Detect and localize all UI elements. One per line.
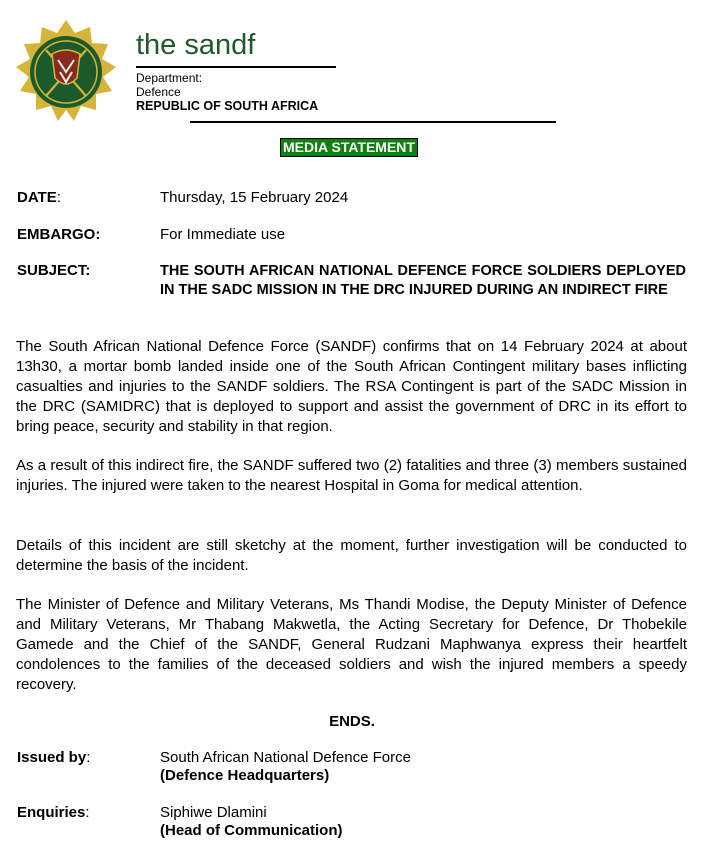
header-divider — [190, 121, 556, 123]
body-paragraph-3: Details of this incident are still sketchy at the moment, further investigation will be conducted to determine the basis of the incident. — [16, 537, 687, 574]
brand-underline — [136, 66, 336, 68]
department-label: Department: — [136, 71, 203, 85]
embargo-label: EMBARGO: — [17, 226, 101, 243]
brand-title: the sandf — [136, 29, 256, 61]
enquiries-contact-title: (Head of Communication) — [160, 822, 343, 839]
enquiries-contact-name: Siphiwe Dlamini — [160, 804, 267, 821]
issued-by-label: Issued by: — [17, 749, 91, 766]
media-statement-badge: MEDIA STATEMENT — [280, 138, 418, 157]
department-name: Defence — [136, 85, 181, 99]
issued-by-unit: (Defence Headquarters) — [160, 767, 330, 784]
country-name: REPUBLIC OF SOUTH AFRICA — [136, 99, 319, 113]
date-label: DATE: — [17, 189, 61, 206]
body-paragraph-1: The South African National Defence Force (SANDF) confirms that on 14 February 2024 at about 13h30, a mortar bomb landed inside one of the South African Contingent military bases inflicting casualties and injuries to the SANDF soldiers. The RSA Contingent is part of the SADC Mission in the DRC (SAMIDRC) that is deployed to support and assist the government of DRC in its effort to bring peace, security and stability in that region. — [16, 338, 687, 435]
enquiries-label: Enquiries: — [17, 804, 90, 821]
issued-by-value: South African National Defence Force — [160, 749, 411, 766]
ends-marker: ENDS. — [329, 713, 375, 730]
embargo-value: For Immediate use — [160, 226, 286, 243]
body-paragraph-2: As a result of this indirect fire, the SANDF suffered two (2) fatalities and three (3) members sustained injuries. The injured were taken to the nearest Hospital in Goma for medical attention. — [16, 457, 687, 494]
emblem-shield — [52, 50, 80, 84]
subject-label: SUBJECT: — [17, 262, 91, 279]
body-paragraph-4: The Minister of Defence and Military Veterans, Ms Thandi Modise, the Deputy Minister of Defence and Military Veterans, Mr Thabang Makwetla, the Acting Secretary for Defence, Dr Thobekile Gamede and the Chief of the SANDF, General Rudzani Maphwanya express their heartfelt condolences to the families of the deceased soldiers and wish the injured members a speedy recovery. — [16, 596, 687, 693]
subject-value: THE SOUTH AFRICAN NATIONAL DEFENCE FORCE SOLDIERS DEPLOYED IN THE SADC MISSION IN THE DRC INJURED DURING AN INDIRECT FIRE — [160, 263, 686, 298]
date-value: Thursday, 15 February 2024 — [160, 189, 349, 206]
sandf-emblem-logo — [14, 20, 118, 124]
